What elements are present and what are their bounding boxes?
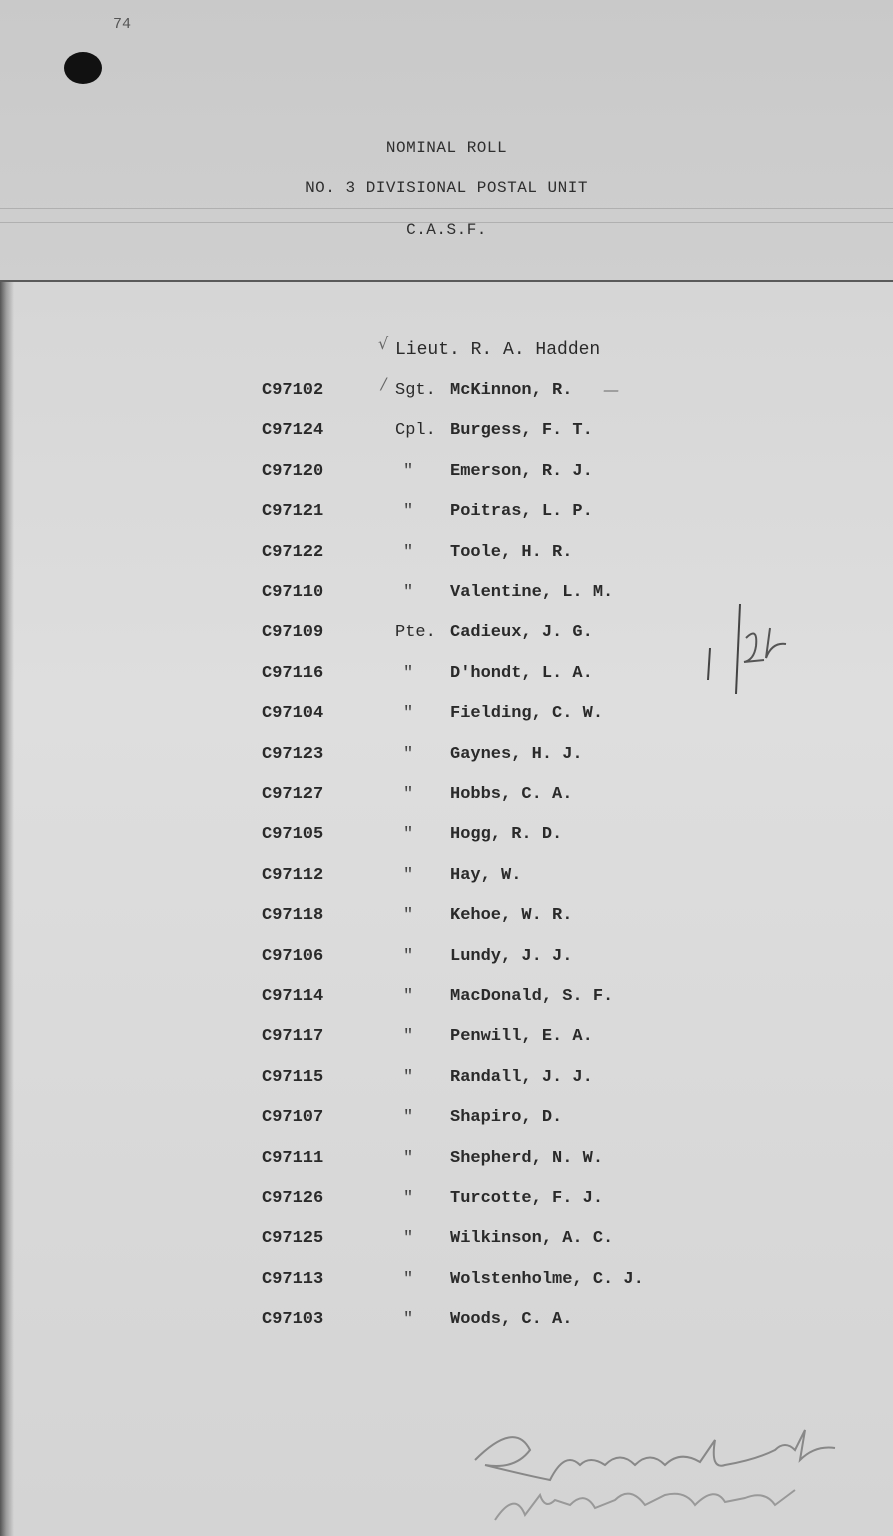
roll-entry bbox=[0, 866, 893, 894]
soldier-name: Hogg, R. D. bbox=[450, 825, 563, 845]
rank: " bbox=[403, 1108, 414, 1128]
punch-hole bbox=[64, 52, 102, 84]
soldier-name: MacDonald, S. F. bbox=[450, 987, 614, 1006]
handwritten-signature bbox=[455, 1420, 855, 1530]
rank: Cpl. bbox=[395, 421, 436, 441]
page-number: 74 bbox=[113, 16, 132, 33]
pen-dash: — bbox=[603, 380, 619, 399]
roll-entry bbox=[0, 502, 893, 530]
soldier-name: Lundy, J. J. bbox=[450, 946, 573, 966]
fold-crease bbox=[0, 208, 893, 209]
roll-entry bbox=[0, 543, 893, 571]
soldier-name: Wolstenholme, C. J. bbox=[450, 1269, 644, 1289]
soldier-name: Randall, J. J. bbox=[450, 1067, 593, 1087]
soldier-name: Toole, H. R. bbox=[450, 542, 573, 562]
rank: " bbox=[403, 461, 414, 481]
title-force: C.A.S.F. bbox=[406, 221, 487, 239]
service-number: C97114 bbox=[262, 987, 324, 1006]
soldier-name: Emerson, R. J. bbox=[450, 461, 593, 481]
soldier-name: Hay, W. bbox=[450, 865, 522, 885]
service-number: C97120 bbox=[262, 461, 324, 481]
rank: " bbox=[403, 1269, 414, 1289]
service-number: C97118 bbox=[262, 906, 324, 926]
service-number: C97117 bbox=[262, 1027, 324, 1047]
roll-entry bbox=[0, 1229, 893, 1257]
service-number: C97110 bbox=[262, 583, 324, 602]
rank: " bbox=[403, 744, 414, 764]
roll-entry bbox=[0, 1189, 893, 1217]
rank: " bbox=[403, 704, 414, 724]
rank: " bbox=[403, 1310, 414, 1330]
roll-entry bbox=[0, 1270, 893, 1298]
roll-entry bbox=[0, 745, 893, 773]
check-mark: / bbox=[381, 374, 387, 393]
service-number: C97115 bbox=[262, 1067, 324, 1087]
margin-annotation bbox=[700, 598, 800, 698]
rank: " bbox=[403, 1067, 414, 1087]
title-unit: NO. 3 DIVISIONAL POSTAL UNIT bbox=[305, 179, 588, 197]
service-number: C97116 bbox=[262, 663, 324, 683]
rank: " bbox=[403, 502, 414, 522]
roll-entry bbox=[0, 462, 893, 490]
soldier-name: Fielding, C. W. bbox=[450, 704, 604, 724]
service-number: C97105 bbox=[262, 825, 324, 845]
rank: " bbox=[403, 1027, 414, 1047]
rank: " bbox=[403, 987, 414, 1006]
service-number: C97121 bbox=[262, 502, 324, 522]
service-number: C97107 bbox=[262, 1108, 324, 1128]
rank: Sgt. bbox=[395, 381, 436, 400]
roll-entry bbox=[0, 381, 893, 409]
roll-entry bbox=[0, 947, 893, 975]
roll-entry bbox=[0, 1149, 893, 1177]
rank: " bbox=[403, 1148, 414, 1168]
service-number: C97122 bbox=[262, 542, 324, 562]
rank: " bbox=[403, 1189, 414, 1208]
service-number: C97106 bbox=[262, 946, 324, 966]
soldier-name: Gaynes, H. J. bbox=[450, 744, 583, 764]
service-number: C97125 bbox=[262, 1229, 324, 1249]
service-number: C97102 bbox=[262, 381, 324, 400]
rank: " bbox=[403, 785, 414, 804]
soldier-name: Hobbs, C. A. bbox=[450, 785, 573, 804]
roll-entry bbox=[0, 785, 893, 813]
service-number: C97111 bbox=[262, 1148, 324, 1168]
roll-entry bbox=[0, 825, 893, 853]
roll-entry bbox=[0, 421, 893, 449]
rank: " bbox=[403, 1229, 414, 1249]
rank: " bbox=[403, 946, 414, 966]
title-nominal-roll: NOMINAL ROLL bbox=[385, 139, 508, 157]
rank: " bbox=[403, 865, 414, 885]
rank: " bbox=[403, 663, 414, 683]
rank: " bbox=[403, 583, 414, 602]
check-mark: √ bbox=[378, 334, 389, 353]
soldier-name: D'hondt, L. A. bbox=[450, 663, 593, 683]
soldier-name: Shapiro, D. bbox=[450, 1108, 563, 1128]
soldier-name: Wilkinson, A. C. bbox=[450, 1229, 614, 1249]
service-number: C97103 bbox=[262, 1310, 324, 1330]
rank: " bbox=[403, 906, 414, 926]
service-number: C97112 bbox=[262, 865, 324, 885]
soldier-name: Cadieux, J. G. bbox=[450, 623, 593, 643]
soldier-name: Kehoe, W. R. bbox=[450, 906, 573, 926]
service-number: C97113 bbox=[262, 1269, 324, 1289]
soldier-name: McKinnon, R. bbox=[450, 381, 573, 400]
roll-entry bbox=[0, 1027, 893, 1055]
soldier-name: Valentine, L. M. bbox=[450, 583, 614, 602]
officer-name: Lieut. R. A. Hadden bbox=[395, 340, 601, 360]
service-number: C97123 bbox=[262, 744, 324, 764]
service-number: C97127 bbox=[262, 785, 324, 804]
roll-entry bbox=[0, 704, 893, 732]
soldier-name: Turcotte, F. J. bbox=[450, 1189, 604, 1208]
service-number: C97124 bbox=[262, 421, 324, 441]
roll-entry bbox=[0, 906, 893, 934]
soldier-name: Shepherd, N. W. bbox=[450, 1148, 604, 1168]
soldier-name: Penwill, E. A. bbox=[450, 1027, 593, 1047]
page-edge bbox=[0, 280, 893, 282]
service-number: C97104 bbox=[262, 704, 324, 724]
roll-entry bbox=[0, 1310, 893, 1338]
soldier-name: Woods, C. A. bbox=[450, 1310, 573, 1330]
roll-entry bbox=[0, 987, 893, 1015]
rank: " bbox=[403, 825, 414, 845]
service-number: C97126 bbox=[262, 1189, 324, 1208]
rank: Pte. bbox=[395, 623, 436, 643]
roll-entry bbox=[0, 1068, 893, 1096]
roll-entry bbox=[0, 1108, 893, 1136]
soldier-name: Poitras, L. P. bbox=[450, 502, 593, 522]
rank: " bbox=[403, 542, 414, 562]
service-number: C97109 bbox=[262, 623, 324, 643]
soldier-name: Burgess, F. T. bbox=[450, 421, 593, 441]
